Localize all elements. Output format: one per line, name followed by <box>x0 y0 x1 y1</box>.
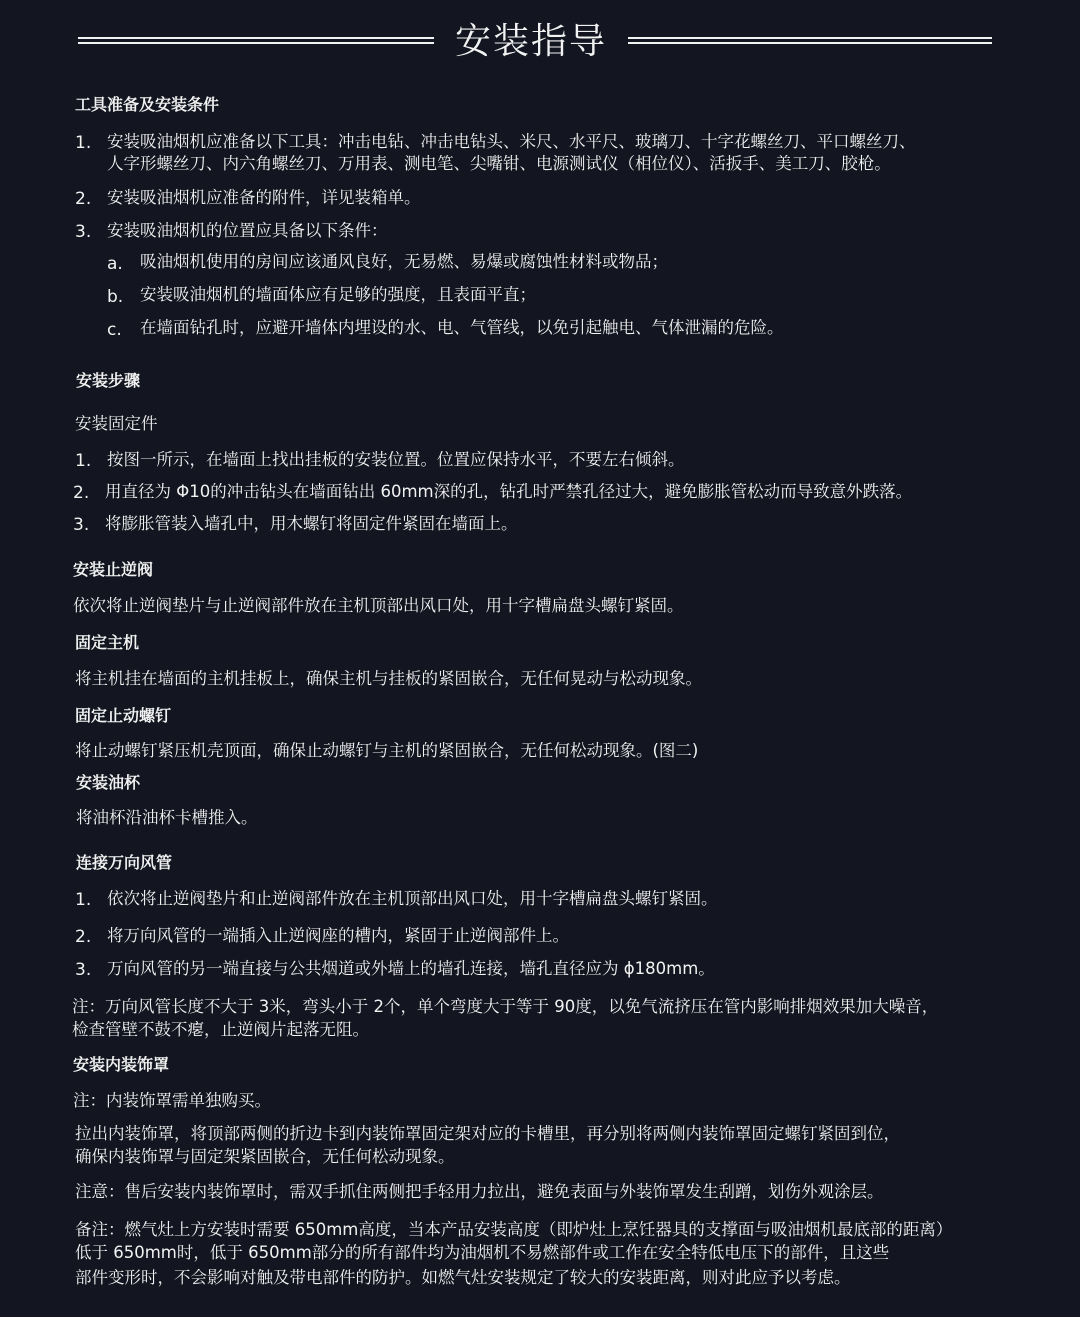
remark-line-2: 低于 650mm时，低于 650mm部分的所有部件均为油烟机不易燃部件或工作在安全特低电压下的部件，且这些 <box>75 1243 890 1262</box>
duct-item-3-number: 3. <box>75 960 92 980</box>
oil-cup-text: 将油杯沿油杯卡槽推入。 <box>76 808 258 827</box>
duct-note-line-2: 检查管壁不鼓不瘪，止逆阀片起落无阻。 <box>72 1020 369 1039</box>
steps-item-2-number: 2. <box>73 483 90 503</box>
title-bar <box>0 18 1080 66</box>
fix-main-text: 将主机挂在墙面的主机挂板上，确保主机与挂板的紧固嵌合，无任何晃动与松动现象。 <box>75 669 702 688</box>
cover-note: 注：内装饰罩需单独购买。 <box>73 1091 271 1110</box>
tools-sub-a: 吸油烟机使用的房间应该通风良好，无易燃、易爆或腐蚀性材料或物品； <box>140 252 668 271</box>
steps-item-1-number: 1. <box>75 451 92 471</box>
steps-item-2: 用直径为 Φ10的冲击钻头在墙面钻出 60mm深的孔，钻孔时严禁孔径过大，避免膨胀管松动而导致意外跌落。 <box>105 482 913 501</box>
fix-screw-heading: 固定止动螺钉 <box>75 706 172 725</box>
tools-sub-b-letter: b. <box>107 287 124 307</box>
duct-note-line-1: 注：万向风管长度不大于 3米，弯头小于 2个，单个弯度大于等于 90度，以免气流挤压在管内影响排烟效果加大噪音， <box>72 997 939 1016</box>
duct-item-1: 依次将止逆阀垫片和止逆阀部件放在主机顶部出风口处，用十字槽扁盘头螺钉紧固。 <box>107 889 718 908</box>
steps-item-1: 按图一所示，在墙面上找出挂板的安装位置。位置应保持水平，不要左右倾斜。 <box>107 450 685 469</box>
cover-heading: 安装内装饰罩 <box>73 1055 170 1074</box>
steps-heading: 安装步骤 <box>76 371 141 390</box>
steps-item-3: 将膨胀管装入墙孔中，用木螺钉将固定件紧固在墙面上。 <box>105 514 518 533</box>
title-rule-right <box>628 37 992 44</box>
remark-line-1: 备注：燃气灶上方安装时需要 650mm高度，当本产品安装高度（即炉灶上烹饪器具的支撑面与吸油烟机最底部的距离） <box>75 1220 953 1239</box>
tools-item-1-line-2: 人字形螺丝刀、内六角螺丝刀、万用表、测电笔、尖嘴钳、电源测试仪（相位仪）、活扳手、美工刀、胶枪。 <box>107 154 891 173</box>
fix-main-heading: 固定主机 <box>75 633 140 652</box>
tools-item-1-number: 1. <box>75 133 92 153</box>
cover-caution: 注意：售后安装内装饰罩时，需双手抓住两侧把手轻用力拉出，避免表面与外装饰罩发生刮蹭，划伤外观涂层。 <box>75 1182 884 1201</box>
tools-item-3-number: 3. <box>75 222 92 242</box>
steps-subheading: 安装固定件 <box>75 414 158 433</box>
tools-item-2-number: 2. <box>75 189 92 209</box>
tools-item-2: 安装吸油烟机应准备的附件，详见装箱单。 <box>107 188 421 207</box>
cover-paragraph-1-line-1: 拉出内装饰罩，将顶部两侧的折边卡到内装饰罩固定架对应的卡槽里，再分别将两侧内装饰罩固定螺钉紧固到位， <box>75 1124 900 1143</box>
duct-item-2-number: 2. <box>75 927 92 947</box>
tools-sub-a-letter: a. <box>107 254 123 274</box>
duct-item-2: 将万向风管的一端插入止逆阀座的槽内，紧固于止逆阀部件上。 <box>107 926 569 945</box>
cover-paragraph-1-line-2: 确保内装饰罩与固定架紧固嵌合，无任何松动现象。 <box>75 1147 455 1166</box>
tools-sub-c: 在墙面钻孔时，应避开墙体内埋设的水、电、气管线，以免引起触电、气体泄漏的危险。 <box>140 318 784 337</box>
tools-item-1-line-1: 安装吸油烟机应准备以下工具：冲击电钻、冲击电钻头、米尺、水平尺、玻璃刀、十字花螺丝刀、平口螺丝刀、 <box>107 132 916 151</box>
check-valve-text: 依次将止逆阀垫片与止逆阀部件放在主机顶部出风口处，用十字槽扁盘头螺钉紧固。 <box>73 596 684 615</box>
steps-item-3-number: 3. <box>73 515 90 535</box>
tools-heading: 工具准备及安装条件 <box>75 95 220 114</box>
duct-item-3: 万向风管的另一端直接与公共烟道或外墙上的墙孔连接，墙孔直径应为 ϕ180mm。 <box>107 959 715 978</box>
remark-line-3: 部件变形时，不会影响对触及带电部件的防护。如燃气灶安装规定了较大的安装距离，则对此应予以考虑。 <box>75 1268 851 1287</box>
page-title: 安装指导 <box>454 21 607 62</box>
tools-sub-b: 安装吸油烟机的墙面体应有足够的强度，且表面平直； <box>140 285 536 304</box>
oil-cup-heading: 安装油杯 <box>76 773 141 792</box>
tools-sub-c-letter: c. <box>107 320 122 340</box>
title-rule-left <box>78 37 434 44</box>
tools-item-3: 安装吸油烟机的位置应具备以下条件： <box>107 221 388 240</box>
duct-item-1-number: 1. <box>75 890 92 910</box>
fix-screw-text: 将止动螺钉紧压机壳顶面，确保止动螺钉与主机的紧固嵌合，无任何松动现象。(图二) <box>75 741 699 760</box>
duct-heading: 连接万向风管 <box>76 853 173 872</box>
check-valve-heading: 安装止逆阀 <box>73 560 154 579</box>
